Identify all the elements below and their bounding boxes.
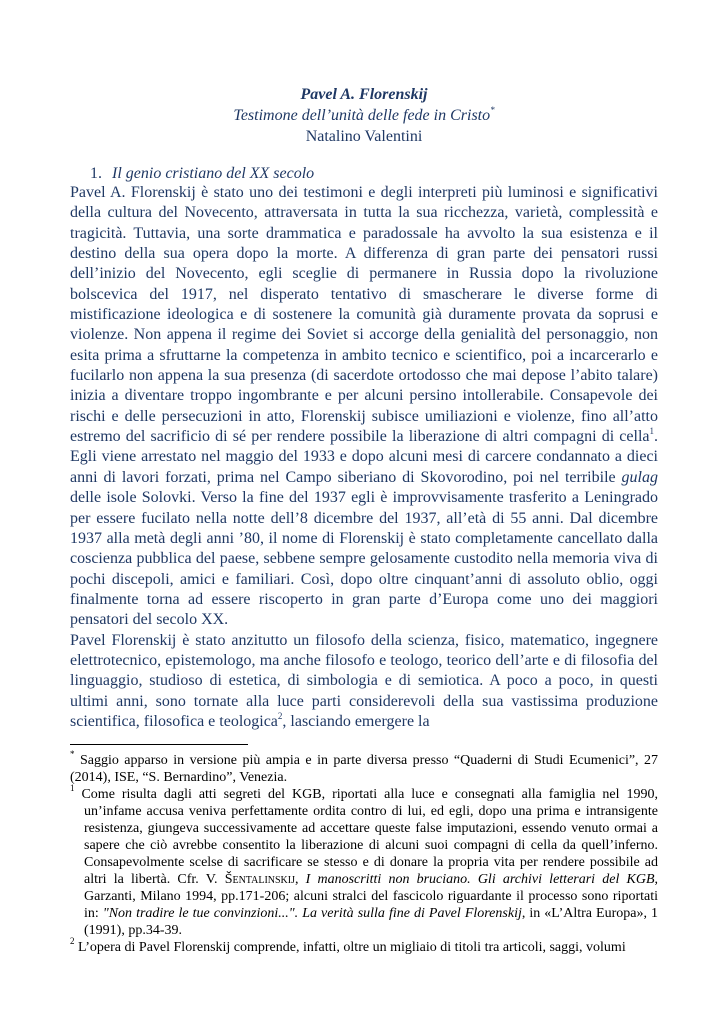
paragraph-1-text-c: delle isole Solovki. Verso la fine del 1937 egli è improvvisamente trasferito a Leningrado per essere fucilato nella notte dell’8 dicembre del 1937, all’età di 55 anni. Dal dicembre 1937 alla metà degli anni ’80, il nome di Florenskij è stato completamente cancellato dalla coscienza pubblica del paese, sebbene sempre gelosamente custodito nella memoria viva di pochi discepoli, amici e familiari. Così, dopo oltre cinquant’anni di assoluto oblio, oggi finalmente torna ad essere riscoperto in gran parte d’Europa come uno dei maggiori pensatori del secolo XX. (70, 489, 658, 629)
footnote-1-text-a: Come risulta dagli atti segreti del KGB, riportati alla luce e consegnati alla famiglia nel 1990, un’infame accusa veniva perfettamente ordita contro di lui, ed egli, dopo una prima e intransigente resistenza, giungeva successivamente ad accettare queste false imputazioni, essendo venuto ormai a sapere che ciò avrebbe consentito la liberazione di alcuni suoi compagni di cella da quell’inferno. Consapevolmente scelse di sacrificare se stesso e di donare la propria vita per rendere possibile ad altri la libertà. Cfr. V. (74, 787, 658, 887)
footnote-1-text-d: , in «L’Altra Europa», 1 (1991), pp.34-39. (84, 906, 658, 938)
footnote-separator (70, 744, 248, 745)
footnote-star-mark: * (70, 749, 75, 760)
paragraph-2-text-b: , lasciando emergere la (282, 712, 430, 730)
section-heading-text: Il genio cristiano del XX secolo (112, 165, 315, 182)
footnote-1-author: Šentalinskij (224, 872, 295, 887)
footnote-star (70, 749, 658, 786)
footnote-2-text: L’opera di Pavel Florenskij comprende, infatti, oltre un migliaio di titoli tra articoli, saggi, volumi (74, 940, 626, 955)
footnote-2 (70, 936, 658, 956)
footnote-ref-2[interactable]: 2 (277, 710, 283, 721)
section-number: 1. (90, 165, 102, 182)
footnote-ref-1[interactable]: 1 (649, 425, 654, 436)
gulag-term: gulag (621, 468, 658, 486)
subtitle (70, 105, 658, 126)
paragraph-1-text-a: Pavel A. Florenskij è stato uno dei testimoni e degli interpreti più luminosi e significativi della cultura del Novecento, attraversata in tutta la sua ricchezza, varietà, complessità e tragicità. Tuttavia, una sorte drammatica e paradossale ha avvolto la sua esistenza e il destino della sua opera dopo la morte. A differenza di gran parte dei pensatori russi dell’inizio del Novecento, egli sceglie di permanere in Russia dopo la rivoluzione bolscevica del 1917, nel disperato tentativo di smascherare le diverse forme di mistificazione ideologica e di sostenere la comunità già duramente provata da soprusi e violenze. Non appena il regime dei Soviet si accorge della genialità del personaggio, non esita prima a sfruttarne la competenza in ambito tecnico e scientifico, poi a incarcerarlo e fucilarlo non appena la sua presenza (di sacerdote ortodosso che mai depose l’abito talare) inizia a diventare troppo ingombrante e per alcuni persino intollerabile. Consapevole dei rischi e delle persecuzioni in atto, Florenskij subisce umiliazioni e violenze, fino all’atto estremo del sacrificio di sé per rendere possibile la liberazione di altri compagni di cella (70, 184, 658, 446)
footnote-1-text-b: , (295, 872, 306, 887)
paragraph-2-text-a: Pavel Florenskij è stato anzitutto un filosofo della scienza, fisico, matematico, ingegnere elettrotecnico, epistemologo, ma anche filosofo e teologo, teorico dell’arte e di filosofia del linguaggio, studioso di estetica, di simbologia e di semiotica. A poco a poco, in questi ultimi anni, sono tornate alla luce parti considerevoli della sua vastissima produzione scientifica, filosofica e teologica (70, 631, 658, 730)
footnote-1-book-title: I manoscritti non bruciano. Gli archivi letterari del KGB (305, 872, 655, 887)
footnote-1-article-title: "Non tradire le tue convinzioni...". La verità sulla fine di Pavel Florenskij (102, 906, 522, 921)
footnote-1-mark: 1 (70, 783, 75, 794)
footnote-1-text-c: , Garzanti, Milano 1994, pp.171-206; alcuni stralci del fascicolo riguardante il processo sono riportati in: (84, 872, 658, 921)
footnotes (70, 749, 658, 956)
subtitle-text: Testimone dell’unità delle fede in Cristo (233, 107, 491, 124)
paragraph-2 (70, 631, 658, 733)
body-text (70, 183, 658, 732)
subtitle-footnote-mark[interactable]: * (490, 104, 495, 115)
footnote-2-mark: 2 (70, 936, 75, 947)
page-title: Pavel A. Florenskij (300, 86, 428, 103)
footnote-1 (70, 783, 658, 939)
paragraph-1 (70, 183, 658, 631)
essay-author: Natalino Valentini (305, 128, 423, 145)
footnote-star-text: Saggio apparso in versione più ampia e in parte diversa presso “Quaderni di Studi Ecumenici”, 27 (2014), ISE, “S. Bernardino”, Venezia. (70, 753, 658, 785)
title-block (70, 84, 658, 147)
paragraph-1-text-b: . Egli viene arrestato nel maggio del 1933 e dopo alcuni mesi di carcere condannato a dieci anni di lavori forzati, prima nel Campo siberiano di Skovorodino, poi nel terribile (70, 428, 658, 486)
section-heading (90, 164, 314, 184)
